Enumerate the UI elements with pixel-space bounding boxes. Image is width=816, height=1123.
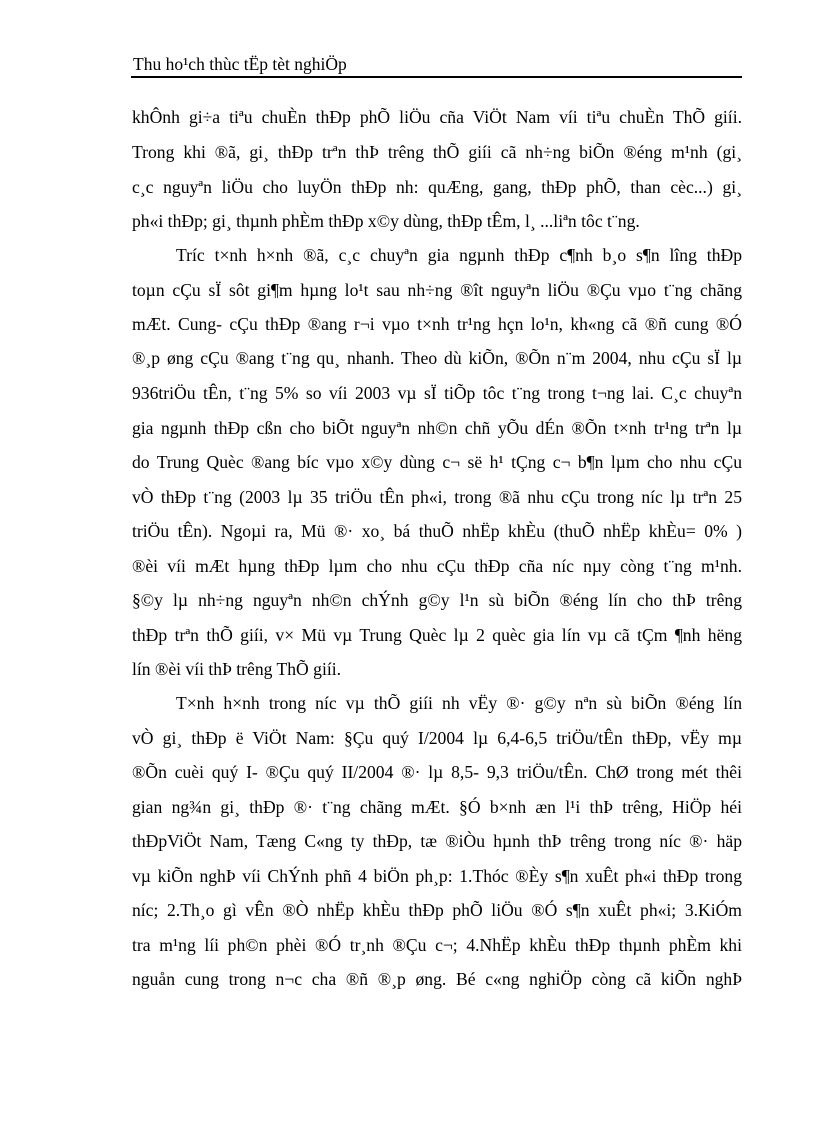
text-line: T×nh h×nh trong níc vµ thÕ giíi nh vËy ®· g©y nªn sù biÕn ®éng lín (176, 693, 742, 713)
text-line: Trong khi ®ã, gi¸ thÐp trªn thÞ trêng thÕ giíi cã nh÷ng biÕn ®éng m¹nh (gi¸ (132, 142, 742, 162)
text-line: 936triÖu tÊn, t¨ng 5% so víi 2003 vµ sÏ tiÕp tôc t¨ng trong t¬ng lai. C¸c chuyªn (132, 383, 742, 403)
text-line: khÔnh gi÷a tiªu chuÈn thÐp phÕ liÖu cña ViÖt Nam víi tiªu chuÈn ThÕ giíi. (132, 107, 742, 127)
text-line: vÒ thÐp t¨ng (2003 lµ 35 triÖu tÊn ph«i, trong ®ã nhu cÇu trong níc lµ trªn 25 (132, 487, 742, 507)
text-line: ph«i thÐp; gi¸ thµnh phÈm thÐp x©y dùng, thÐp tÊm, l¸ ...liªn tôc t¨ng. (132, 211, 640, 231)
text-line: thÐp trªn thÕ giíi, v× Mü vµ Trung Quèc lµ 2 quèc gia lín vµ cã tÇm ¶nh hëng (132, 625, 742, 645)
text-line: mÆt. Cung- cÇu thÐp ®ang r¬i vµo t×nh tr¹ng hçn lo¹n, kh«ng cã ®ñ cung ®Ó (132, 314, 742, 334)
text-line: c¸c nguyªn liÖu cho luyÖn thÐp nh: quÆng, gang, thÐp phÕ, than cèc...) gi¸ (132, 177, 742, 197)
text-line: ®Õn cuèi quý I- ®Çu quý II/2004 ®· lµ 8,5- 9,3 triÖu/tÊn. ChØ trong mét thêi (132, 762, 742, 782)
text-line: gian ng¾n gi¸ thÐp ®· t¨ng chãng mÆt. §Ó b×nh æn l¹i thÞ trêng, HiÖp héi (132, 797, 742, 817)
text-line: lín ®èi víi thÞ trêng ThÕ giíi. (132, 659, 342, 679)
text-line: ®¸p øng cÇu ®ang t¨ng qu¸ nhanh. Theo dù kiÕn, ®Õn n¨m 2004, nhu cÇu sÏ lµ (132, 348, 742, 368)
text-line: Tríc t×nh h×nh ®ã, c¸c chuyªn gia ngµnh thÐp c¶nh b¸o s¶n lîng thÐp (176, 245, 742, 265)
text-line: vÒ gi¸ thÐp ë ViÖt Nam: §Çu quý I/2004 lµ 6,4-6,5 triÖu/tÊn thÐp, vËy mµ (132, 728, 742, 748)
text-line: triÖu tÊn). Ngoµi ra, Mü ®· xo¸ bá thuÕ nhËp khÈu (thuÕ nhËp khÈu= 0% ) (132, 521, 742, 541)
page-header-title: Thu ho¹ch thùc tËp tèt nghiÖp (133, 54, 347, 74)
text-line: nguån cung trong n¬c cha ®ñ ®¸p øng. Bé c«ng nghiÖp còng cã kiÕn nghÞ (132, 969, 742, 989)
text-line: gia ngµnh thÐp cßn cho biÕt nguyªn nh©n chñ yÕu dÉn ®Õn t×nh tr¹ng trªn lµ (132, 418, 742, 438)
text-line: toµn cÇu sÏ sôt gi¶m hµng lo¹t sau nh÷ng ®ît nguyªn liÖu ®Çu vµo t¨ng chãng (132, 280, 742, 300)
text-line: do Trung Quèc ®ang bíc vµo x©y dùng c¬ së h¹ tÇng c¬ b¶n lµm cho nhu cÇu (132, 452, 742, 472)
text-line: thÐpViÖt Nam, Tæng C«ng ty thÐp, tæ ®iÒu hµnh thÞ trêng trong níc ®· häp (132, 831, 742, 851)
header-divider (131, 76, 742, 78)
text-line: §©y lµ nh÷ng nguyªn nh©n chÝnh g©y l¹n sù biÕn ®éng lín cho thÞ trêng (132, 590, 742, 610)
text-line: vµ kiÕn nghÞ víi ChÝnh phñ 4 biÖn ph¸p: 1.Thóc ®Èy s¶n xuÊt ph«i thÐp trong (132, 866, 742, 886)
text-line: níc; 2.Th¸o gì vÊn ®Ò nhËp khÈu thÐp phÕ liÖu ®Ó s¶n xuÊt ph«i; 3.KiÓm (132, 900, 742, 920)
text-line: ®èi víi mÆt hµng thÐp lµm cho nhu cÇu thÐp cña níc nµy còng t¨ng m¹nh. (132, 556, 742, 576)
text-line: tra m¹ng líi ph©n phèi ®Ó tr¸nh ®Çu c¬; 4.NhËp khÈu thÐp thµnh phÈm khi (132, 935, 742, 955)
